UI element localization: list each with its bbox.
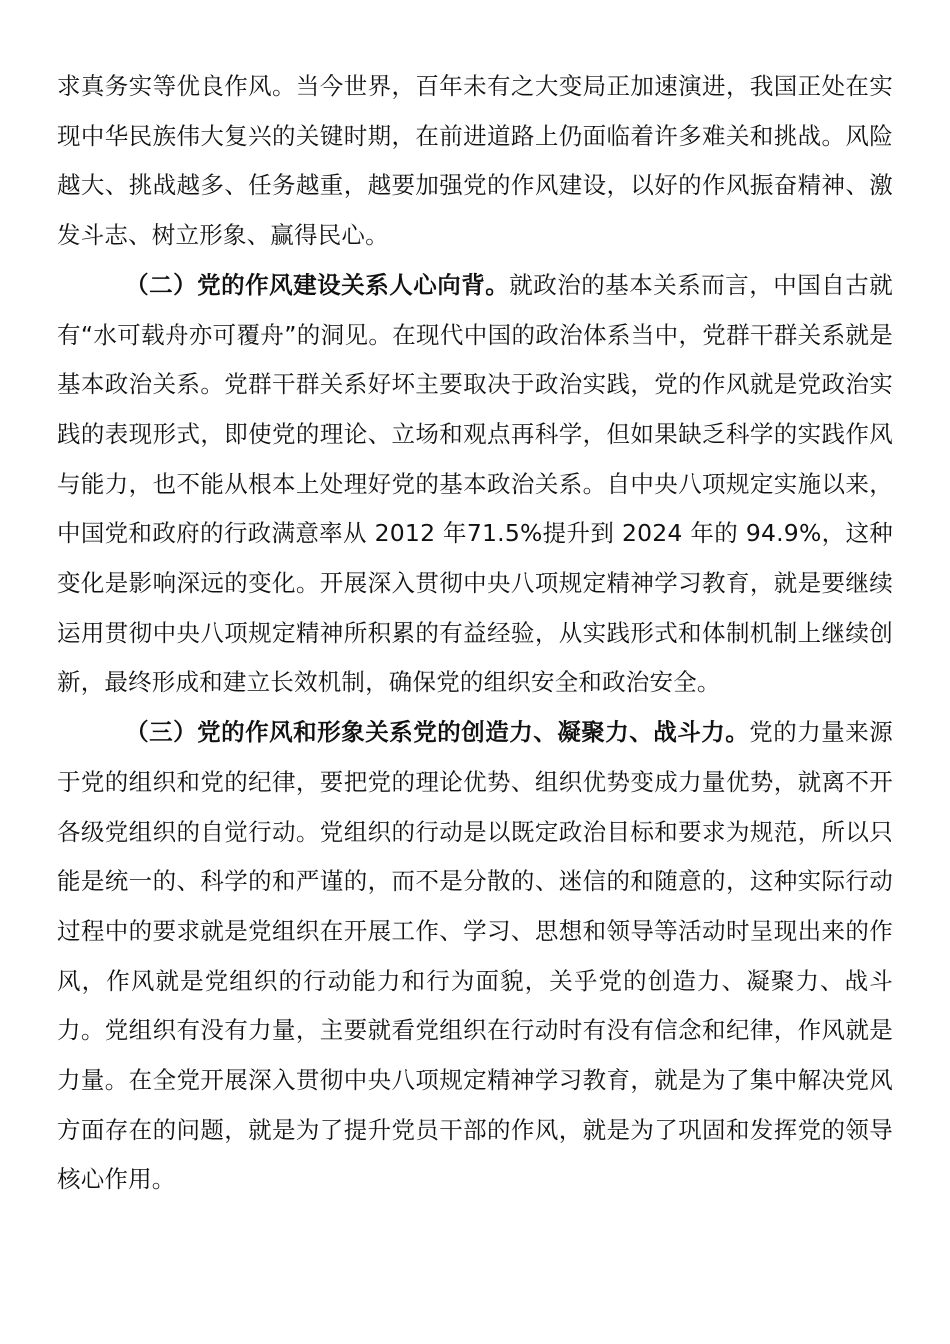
section-heading: （三）党的作风和形象关系党的创造力、凝聚力、战斗力。: [125, 718, 750, 747]
document-page: [57, 62, 893, 1205]
section-heading: （二）党的作风建设关系人心向背。: [125, 270, 510, 299]
paragraph-continuation: [57, 62, 893, 261]
paragraph-section-3: [57, 708, 893, 1205]
paragraph-text: 就政治的基本关系而言，中国自古就有“水可载舟亦可覆舟”的洞见。在现代中国的政治体系当中，党群干群关系就是基本政治关系。党群干群关系好坏主要取决于政治实践，党的作风就是党政治实践的表现形式，即使党的理论、立场和观点再科学，但如果缺乏科学的实践作风与能力，也不能从根本上处理好党的基本政治关系。自中央八项规定实施以来，中国党和政府的行政满意率从 2012 年71.5%提升到 2024 年的 94.9%，这种变化是影响深远的变化。开展深入贯彻中央八项规定精神学习教育，就是要继续运用贯彻中央八项规定精神所积累的有益经验，从实践形式和体制机制上继续创新，最终形成和建立长效机制，确保党的组织安全和政治安全。: [57, 270, 894, 697]
paragraph-section-2: [57, 261, 893, 708]
paragraph-text: 求真务实等优良作风。当今世界，百年未有之大变局正加速演进，我国正处在实现中华民族伟大复兴的关键时期，在前进道路上仍面临着许多难关和挑战。风险越大、挑战越多、任务越重，越要加强党的作风建设，以好的作风振奋精神、激发斗志、树立形象、赢得民心。: [57, 72, 893, 250]
paragraph-text: 党的力量来源于党的组织和党的纪律，要把党的理论优势、组织优势变成力量优势，就离不开各级党组织的自觉行动。党组织的行动是以既定政治目标和要求为规范，所以只能是统一的、科学的和严谨的，而不是分散的、迷信的和随意的，这种实际行动过程中的要求就是党组织在开展工作、学习、思想和领导等活动时呈现出来的作风，作风就是党组织的行动能力和行为面貌，关乎党的创造力、凝聚力、战斗力。党组织有没有力量，主要就看党组织在行动时有没有信念和纪律，作风就是力量。在全党开展深入贯彻中央八项规定精神学习教育，就是为了集中解决党风方面存在的问题，就是为了提升党员干部的作风，就是为了巩固和发挥党的领导核心作用。: [57, 718, 894, 1194]
